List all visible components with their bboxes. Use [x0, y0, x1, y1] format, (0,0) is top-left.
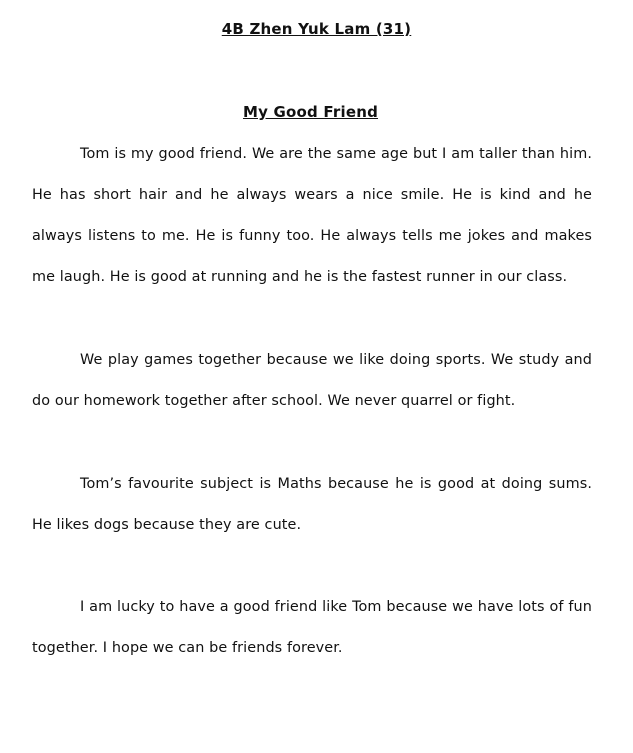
essay-title: My Good Friend	[242, 103, 379, 121]
student-header: 4B Zhen Yuk Lam (31)	[221, 20, 412, 38]
paragraph-4: I am lucky to have a good friend like Tom because we have lots of fun together. I hope we can be friends forever.	[32, 599, 592, 656]
paragraph-1: Tom is my good friend. We are the same age but I am taller than him. He has short hair and he always wears a nice smile. He is kind and he always listens to me. He is funny too. He always tells me jokes and makes me laugh. He is good at running and he is the fastest runner in our class.	[32, 146, 592, 285]
paragraph-2: We play games together because we like doing sports. We study and do our homework together after school. We never quarrel or fight.	[32, 352, 592, 409]
paragraph-3: Tom’s favourite subject is Maths because he is good at doing sums. He likes dogs because they are cute.	[32, 476, 592, 533]
